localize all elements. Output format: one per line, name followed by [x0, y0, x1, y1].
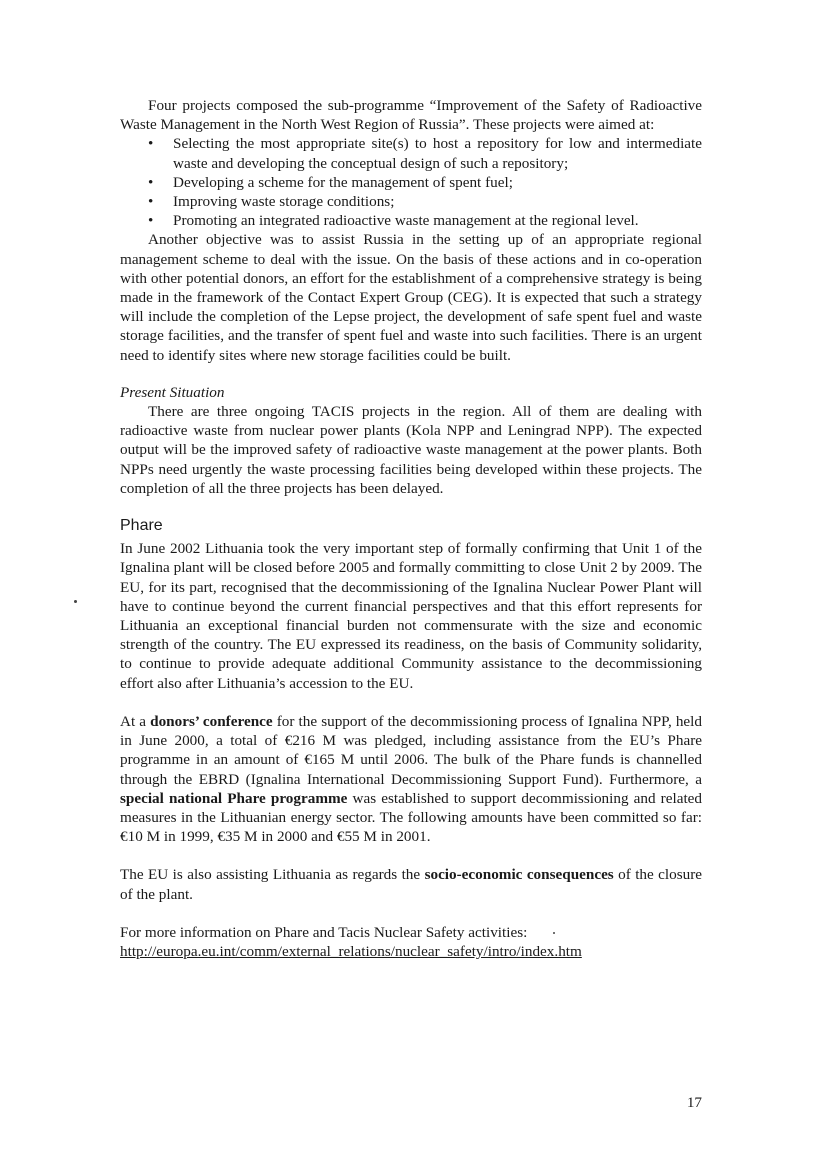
- socio-economic-emphasis: socio-economic consequences: [424, 866, 614, 884]
- bullet-item: • Developing a scheme for the management of spent fuel;: [148, 173, 513, 191]
- page-number: 17: [686, 1094, 702, 1111]
- bullet-item: • Improving waste storage conditions;: [148, 193, 395, 211]
- info-link[interactable]: http://europa.eu.int/comm/external_relations/nuclear_safety/intro/index.htm: [120, 942, 582, 960]
- phare-paragraph-1: In June 2002 Lithuania took the very important step of formally confirming that Unit 1 of the Ignalina plant will be closed before 2005 and formally committing to close Unit 2 by 2009. The EU, for its part, recognised that the decommissioning of the Ignalina Nuclear Power Plant will have to continue beyond the current financial perspectives and that this effort represents for Lithuania an exceptional financial burden not commensurate with the size and economic strength of the country. The EU expressed its readiness, on the basis of Community solidarity, to continue to provide adequate additional Community assistance to the decommissioning effort also after Lithuania’s accession to the EU.: [120, 540, 702, 692]
- bullet-list: [120, 134, 702, 230]
- phare-paragraph-3: The EU is also assisting Lithuania as regards the socio-economic consequences of the closure of the plant.: [120, 866, 703, 903]
- donors-conference-emphasis: donors’ conference: [150, 712, 273, 730]
- bullet-icon: •: [148, 173, 154, 191]
- objective-paragraph: Another objective was to assist Russia in the setting up of an appropriate regional management scheme to deal with the issue. On the basis of these actions and in co-operation with other potential donors, an effort for the establishment of a comprehensive strategy is being made in the framework of the Contact Expert Group (CEG). It is expected that such a strategy will include the completion of the Lepse project, the development of safe spent fuel and waste storage facilities, and the transfer of spent fuel and waste into such facilities. There is an urgent need to identify sites where new storage facilities could be built.: [120, 231, 702, 364]
- present-situation-paragraph: There are three ongoing TACIS projects in the region. All of them are dealing with radioactive waste from nuclear power plants (Kola NPP and Leningrad NPP). The expected output will be the improved safety of radioactive waste management at the power plants. Both NPPs need urgently the waste processing facilities being developed within these projects. The completion of all the three projects has been delayed.: [120, 403, 702, 497]
- bullet-icon: •: [148, 135, 154, 153]
- phare-paragraph-2: At a donors’ conference for the support of the decommissioning process of Ignalina NPP, held in June 2000, a total of €216 M was pledged, including assistance from the EU’s Phare programme in an amount of €165 M until 2006. The bulk of the Phare funds is channelled through the EBRD (Ignalina International Decommissioning Support Fund). Furthermore, a special national Phare programme was established to support decommissioning and related measures in the Lithuanian energy sector. The following amounts have been committed so far: €10 M in 1999, €35 M in 2000 and €55 M in 2001.: [120, 712, 703, 846]
- bullet-icon: •: [148, 212, 154, 230]
- special-programme-emphasis: special national Phare programme: [120, 789, 348, 807]
- present-situation-heading: Present Situation: [120, 383, 225, 401]
- scan-speck: [553, 932, 555, 934]
- more-info-text: For more information on Phare and Tacis Nuclear Safety activities:: [120, 923, 528, 941]
- intro-paragraph: Four projects composed the sub-programme “Improvement of the Safety of Radioactive Waste Management in the North West Region of Russia”. These projects were aimed at:: [120, 97, 702, 134]
- bullet-item: • Promoting an integrated radioactive waste management at the regional level.: [148, 212, 639, 230]
- document-body: [120, 96, 702, 961]
- bullet-item: • Selecting the most appropriate site(s) to host a repository for low and intermediate waste and developing the conceptual design of such a repository;: [148, 135, 702, 172]
- scan-speck: [74, 600, 77, 603]
- phare-heading: Phare: [120, 517, 163, 535]
- bullet-icon: •: [148, 193, 154, 211]
